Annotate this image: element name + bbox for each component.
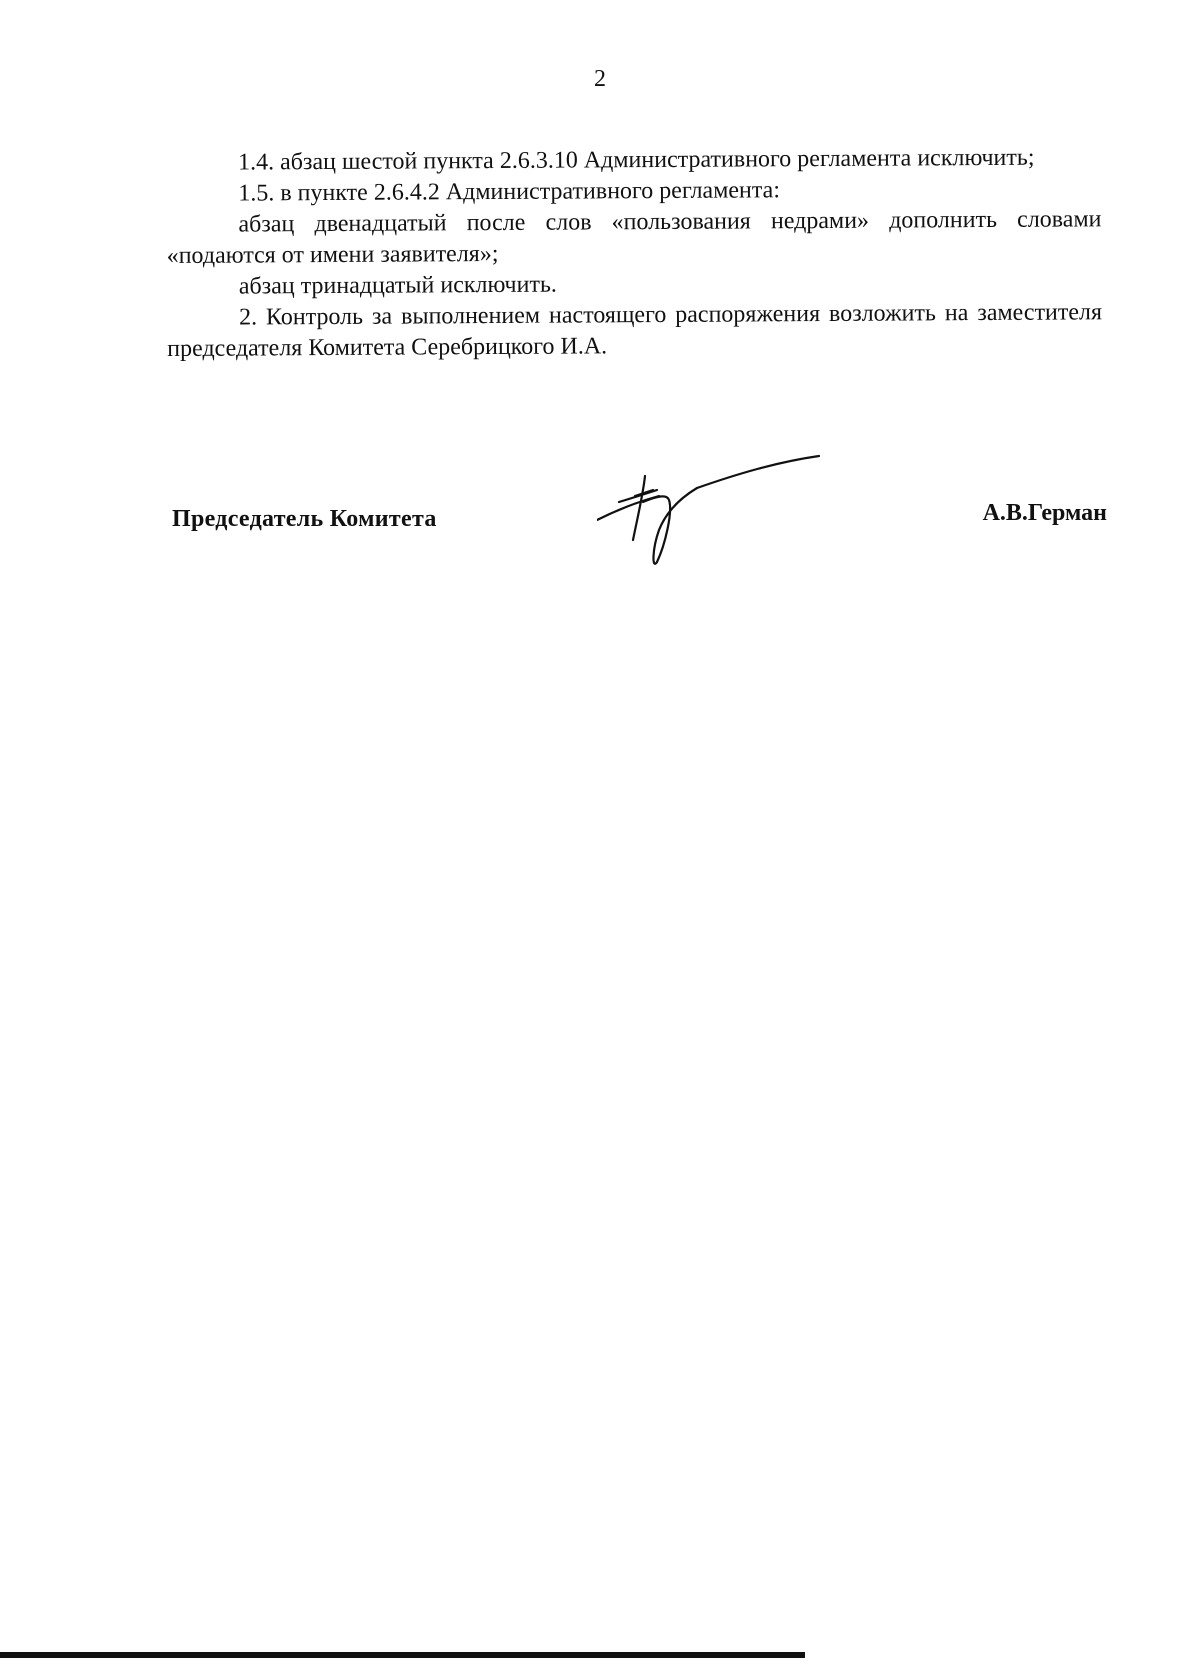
document-body — [166, 142, 1102, 365]
signer-name: А.В.Герман — [982, 500, 1107, 526]
handwritten-signature — [597, 450, 837, 570]
signature-block — [172, 500, 1107, 580]
paragraph-abzac-12: абзац двенадцатый после слов «пользования недрами» дополнить словами «подаются от имени заявителя»; — [166, 206, 1102, 269]
scan-edge-line — [0, 1652, 805, 1658]
page-number: 2 — [594, 66, 606, 92]
paragraph-abzac-13: абзац тринадцатый исключить. — [238, 271, 557, 300]
signer-title: Председатель Комитета — [172, 506, 437, 532]
paragraph-1-4: 1.4. абзац шестой пункта 2.6.3.10 Административного регламента исключить; — [238, 144, 1035, 176]
paragraph-1-5: 1.5. в пункте 2.6.4.2 Административного регламента: — [238, 177, 781, 207]
paragraph-2-control: 2. Контроль за выполнением настоящего распоряжения возложить на заместителя председателя Комитета Серебрицкого И.А. — [167, 299, 1103, 362]
